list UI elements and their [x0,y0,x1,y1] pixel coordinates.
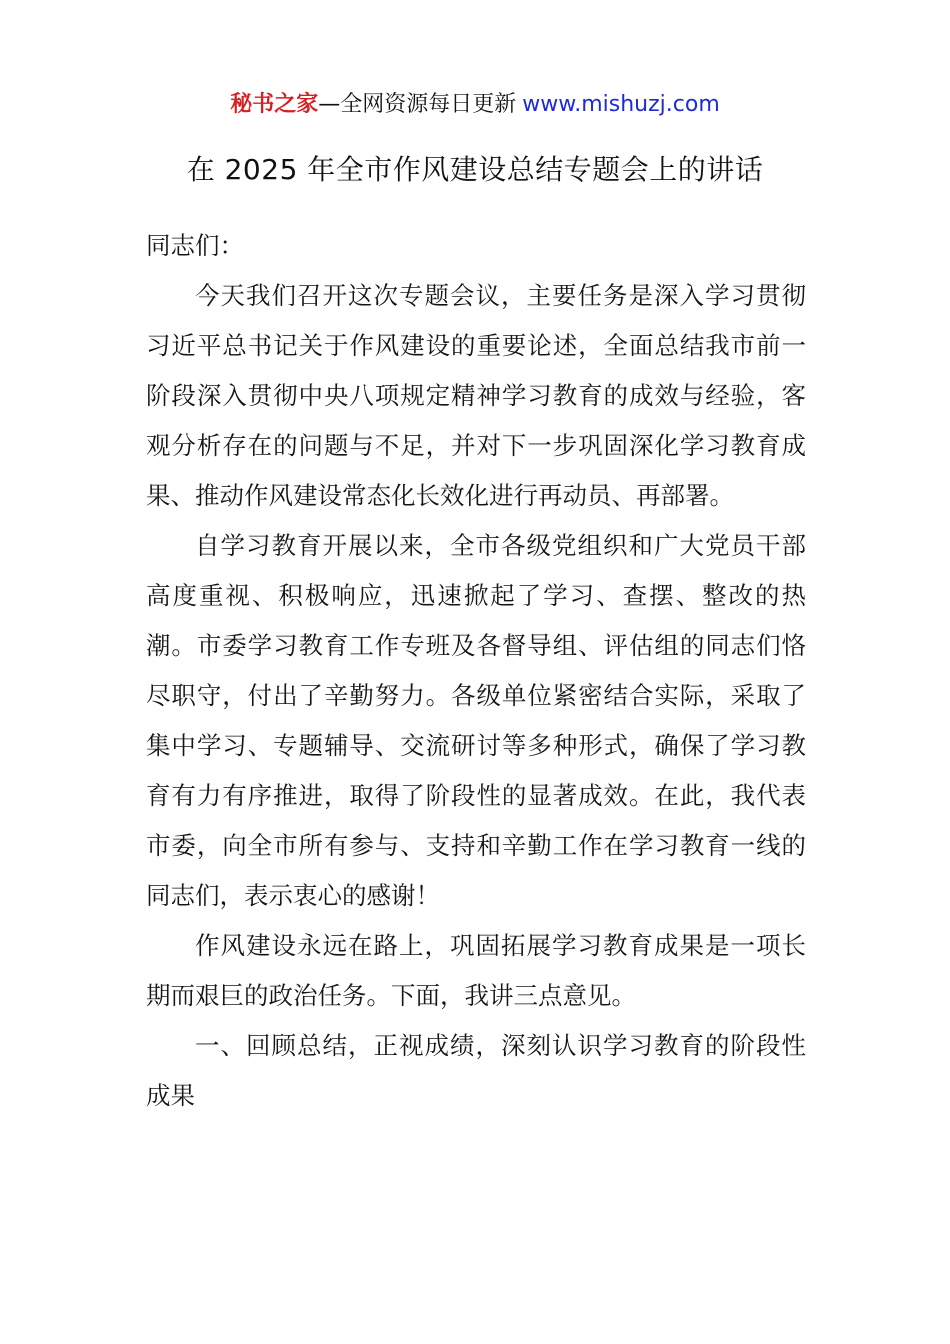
site-url-link[interactable]: www.mishuzj.com [522,92,720,117]
paragraph-achievements: 自学习教育开展以来，全市各级党组织和广大党员干部高度重视、积极响应，迅速掀起了学习、查摆、整改的热潮。市委学习教育工作专班及各督导组、评估组的同志们恪尽职守，付出了辛勤努力。各级单位紧密结合实际，采取了集中学习、专题辅导、交流研讨等多种形式，确保了学习教育有力有序推进，取得了阶段性的显著成效。在此，我代表市委，向全市所有参与、支持和辛勤工作在学习教育一线的同志们，表示衷心的感谢！ [146,531,806,910]
section-heading-one: 一、回顾总结，正视成绩，深刻认识学习教育的阶段性成果 [146,1031,806,1110]
brand-name: 秘书之家 [230,92,319,117]
paragraph-intro: 今天我们召开这次专题会议，主要任务是深入学习贯彻习近平总书记关于作风建设的重要论述，全面总结我市前一阶段深入贯彻中央八项规定精神学习教育的成效与经验，客观分析存在的问题与不足，并对下一步巩固深化学习教育成果、推动作风建设常态化长效化进行再动员、再部署。 [146,281,806,510]
paragraph-transition: 作风建设永远在路上，巩固拓展学习教育成果是一项长期而艰巨的政治任务。下面，我讲三点意见。 [146,931,806,1010]
site-header [0,88,950,122]
header-tagline: —全网资源每日更新 [318,92,517,117]
document-title: 在 2025 年全市作风建设总结专题会上的讲话 [186,153,764,186]
document-body [146,221,806,1121]
salutation: 同志们： [146,231,244,260]
